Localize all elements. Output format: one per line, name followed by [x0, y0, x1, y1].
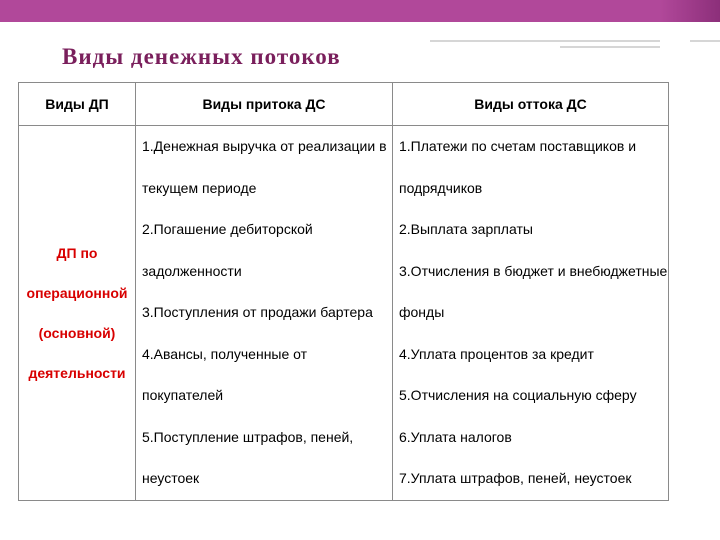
inflow-line: 2.Погашение дебиторской: [142, 221, 313, 237]
outflow-list-cell: [393, 126, 669, 501]
outflow-line: подрядчиков: [399, 179, 483, 196]
inflow-line: текущем периоде: [142, 179, 257, 196]
header-inflow-types: Виды притока ДС: [136, 83, 393, 126]
outflow-line: 7.Уплата штрафов, пеней, неустоек: [399, 470, 632, 486]
outflow-line: 4.Уплата процентов за кредит: [399, 345, 594, 362]
inflow-line: 1.Денежная выручка от реализации в: [142, 138, 387, 154]
cash-flow-table: [18, 82, 669, 501]
decor-stripe: [430, 40, 660, 42]
header-outflow-types: Виды оттока ДС: [393, 83, 669, 126]
outflow-line: 2.Выплата зарплаты: [399, 221, 533, 237]
outflow-line: 3.Отчисления в бюджет и внебюджетные: [399, 262, 668, 279]
inflow-line: 4.Авансы, полученные от: [142, 345, 308, 362]
inflow-line: 3.Поступления от продажи бартера: [142, 304, 373, 320]
outflow-line: 1.Платежи по счетам поставщиков и: [399, 138, 637, 154]
decor-stripe: [560, 46, 660, 48]
outflow-line: 6.Уплата налогов: [399, 428, 512, 445]
top-accent-bar: [0, 0, 720, 22]
flow-kind-line: ДП по: [56, 244, 98, 261]
inflow-list-cell: [136, 126, 393, 501]
flow-kind-line: операционной: [26, 284, 128, 301]
flow-kind-line: деятельности: [28, 364, 126, 381]
table-row: [19, 126, 669, 501]
flow-kind-line: (основной): [38, 324, 116, 341]
inflow-line: покупателей: [142, 387, 224, 403]
slide-title: Виды денежных потоков: [62, 44, 341, 69]
header-flow-types: Виды ДП: [19, 83, 136, 126]
outflow-line: фонды: [399, 304, 445, 320]
inflow-line: неустоек: [142, 470, 200, 486]
inflow-line: задолженности: [142, 262, 242, 279]
decor-stripe: [690, 40, 720, 42]
table-header-row: [19, 83, 669, 126]
outflow-line: 5.Отчисления на социальную сферу: [399, 387, 637, 403]
inflow-line: 5.Поступление штрафов, пеней,: [142, 428, 354, 445]
flow-kind-cell: [19, 126, 136, 501]
top-accent-bar-end: [660, 0, 720, 22]
